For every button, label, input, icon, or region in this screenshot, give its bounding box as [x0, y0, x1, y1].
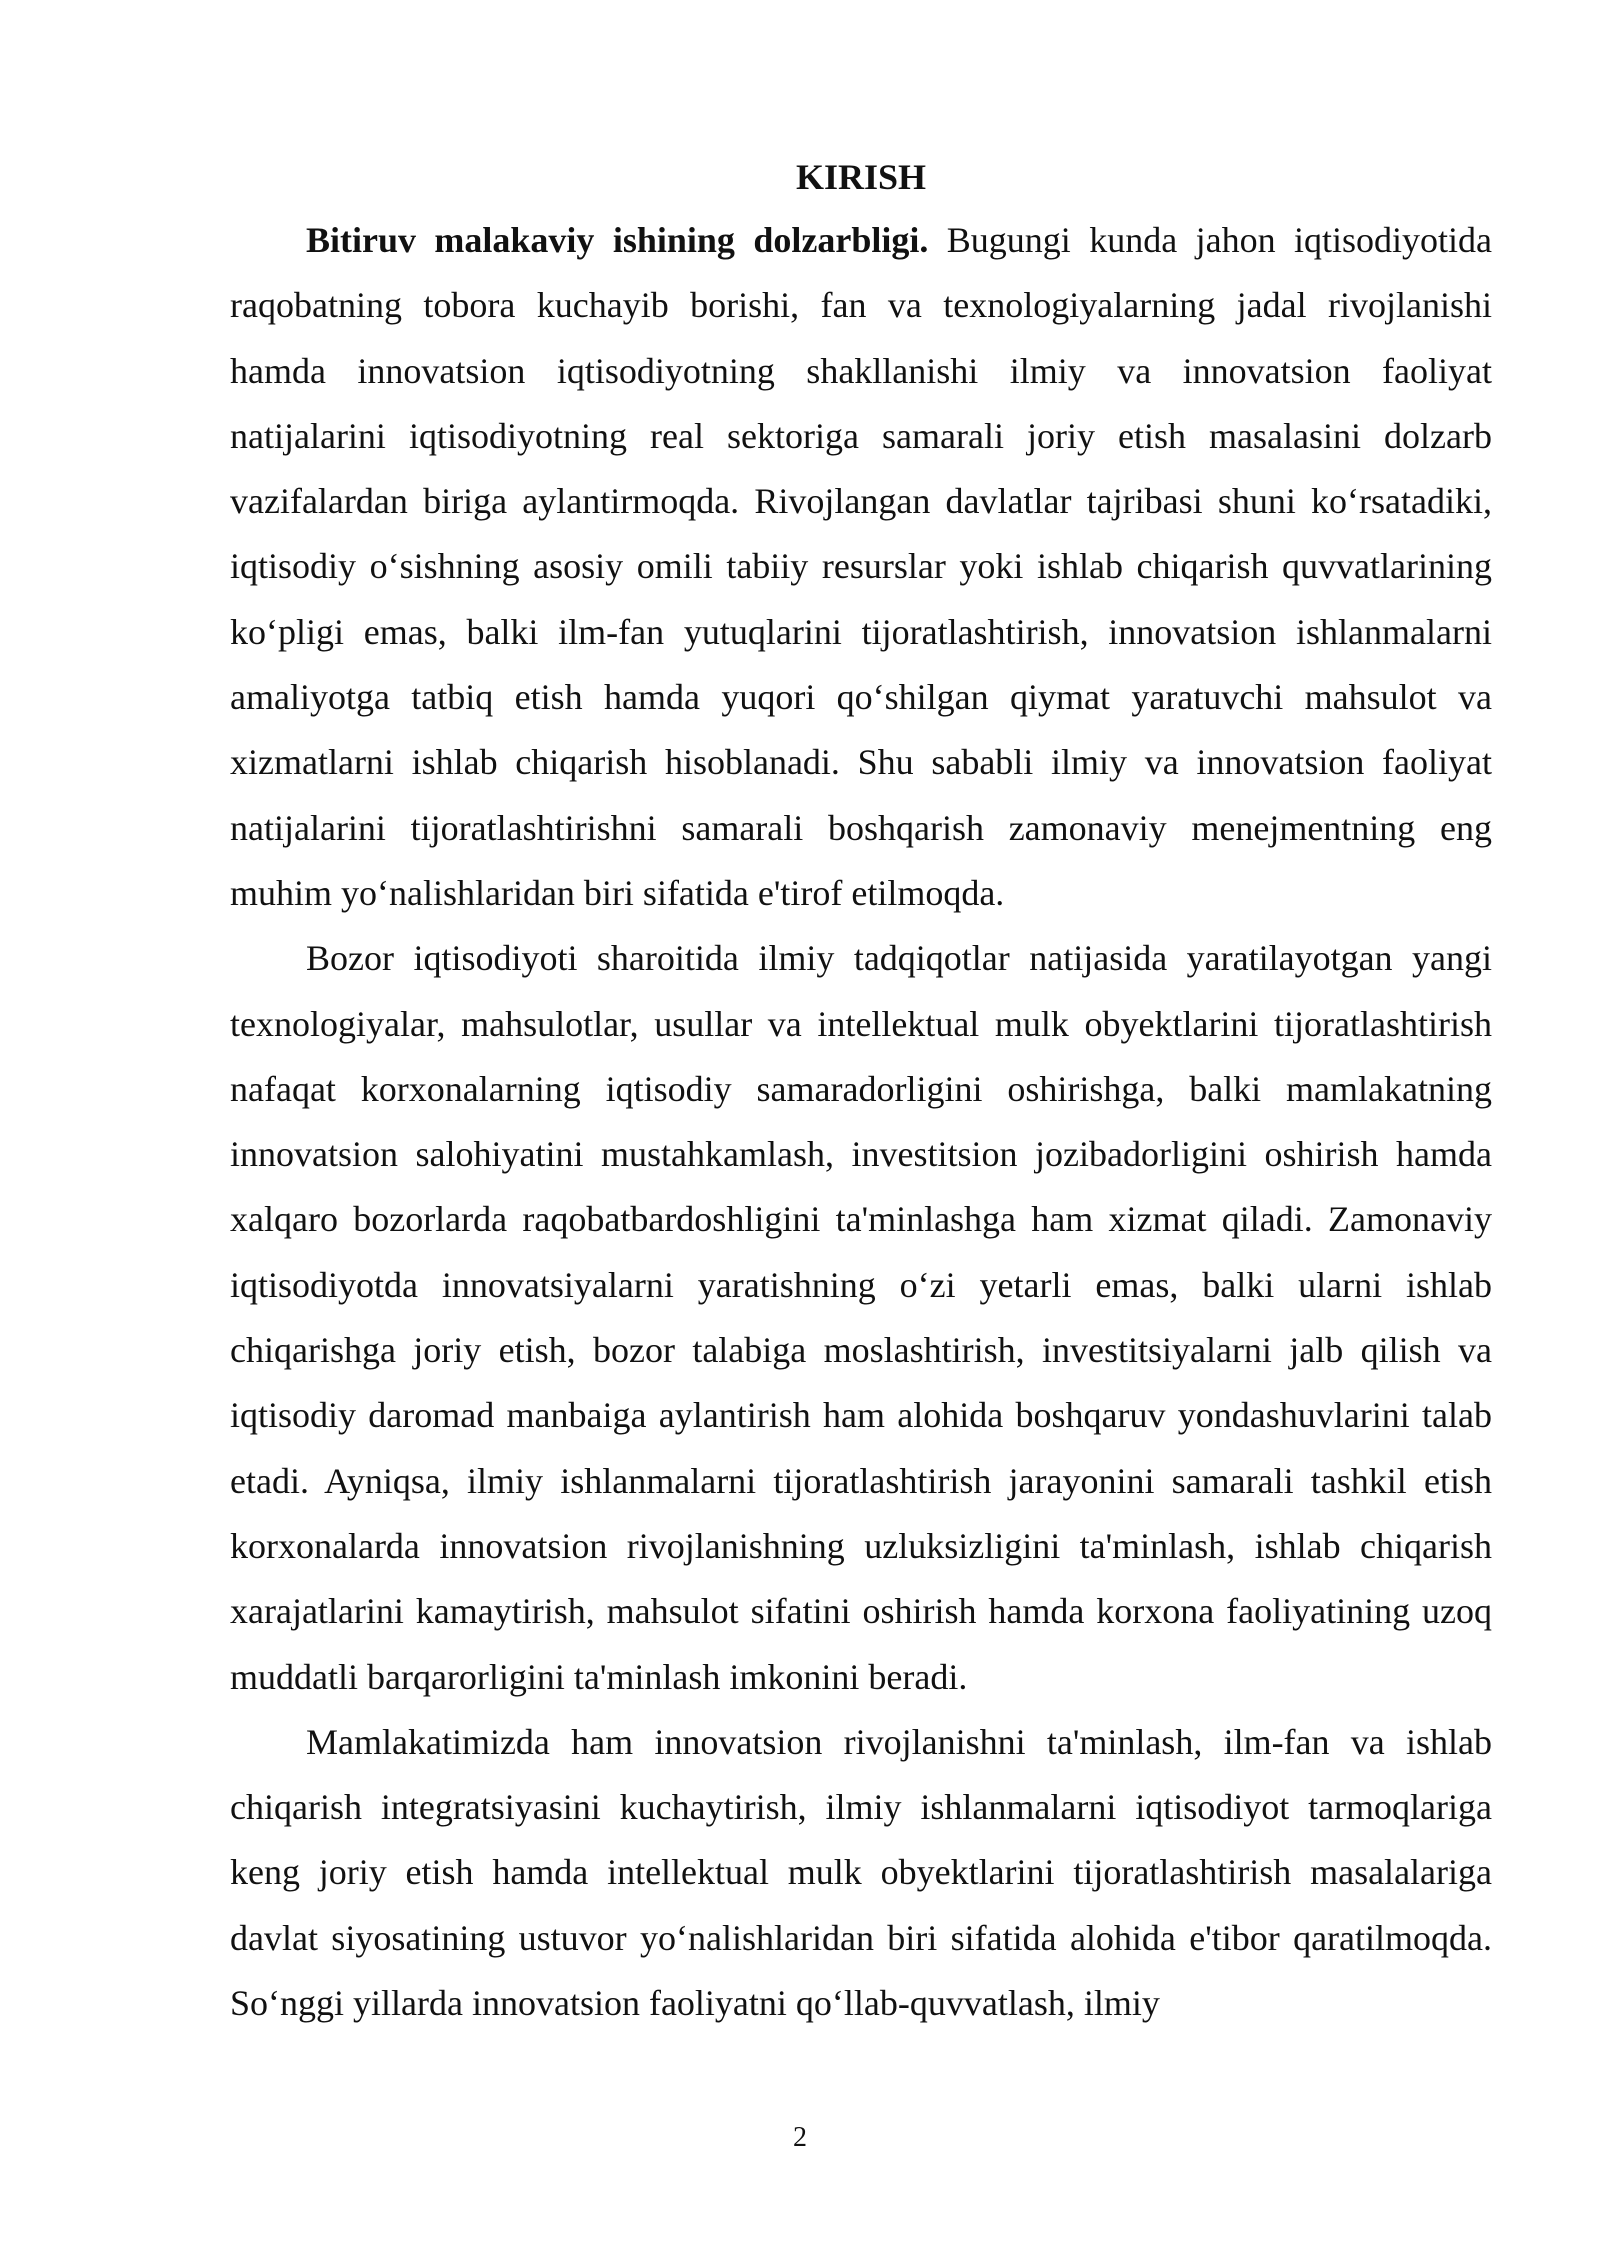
paragraph-relevance — [230, 208, 1492, 926]
paragraph-national-policy: Mamlakatimizda ham innovatsion rivojlanishni ta'minlash, ilm-fan va ishlab chiqarish integratsiyasini kuchaytirish, ilmiy ishlanmalarni iqtisodiyot tarmoqlariga keng joriy etish hamda intellektual mulk obyektlarini tijoratlashtirish masalalariga davlat siyosatining ustuvor yo‘nalishlaridan biri sifatida alohida e'tibor qaratilmoqda. So‘nggi yillarda innovatsion faoliyatni qo‘llab-quvvatlash, ilmiy — [230, 1721, 1492, 2024]
page-number: 2 — [793, 2122, 807, 2153]
section-heading: KIRISH — [795, 157, 927, 197]
paragraph-text: Bugungi kunda jahon iqtisodiyotida raqobatning tobora kuchayib borishi, fan va texnologiyalarning jadal rivojlanishi hamda innovatsion iqtisodiyotning shakllanishi ilmiy va innovatsion faoliyat natijalarini iqtisodiyotning real sektoriga samarali joriy etish masalasini dolzarb vazifalardan biriga aylantirmoqda. Rivojlangan davlatlar tajribasi shuni ko‘rsatadiki, iqtisodiy o‘sishning asosiy omili tabiiy resurslar yoki ishlab chiqarish quvvatlarining ko‘pligi emas, balki ilm-fan yutuqlarini tijoratlashtirish, innovatsion ishlanmalarni amaliyotga tatbiq etish hamda yuqori qo‘shilgan qiymat yaratuvchi mahsulot va xizmatlarni ishlab chiqarish hisoblanadi. Shu sababli ilmiy va innovatsion faoliyat natijalarini tijoratlashtirishni samarali boshqarish zamonaviy menejmentning eng muhim yo‘nalishlaridan biri sifatida e'tirof etilmoqda. — [230, 220, 1492, 913]
paragraph-market-economy: Bozor iqtisodiyoti sharoitida ilmiy tadqiqotlar natijasida yaratilayotgan yangi texnologiyalar, mahsulotlar, usullar va intellektual mulk obyektlarini tijoratlashtirish nafaqat korxonalarning iqtisodiy samaradorligini oshirishga, balki mamlakatning innovatsion salohiyatini mustahkamlash, investitsion jozibadorligini oshirish hamda xalqaro bozorlarda raqobatbardoshligini ta'minlashga ham xizmat qiladi. Zamonaviy iqtisodiyotda innovatsiyalarni yaratishning o‘zi yetarli emas, balki ularni ishlab chiqarishga joriy etish, bozor talabiga moslashtirish, investitsiyalarni jalb qilish va iqtisodiy daromad manbaiga aylantirish ham alohida boshqaruv yondashuvlarini talab etadi. Ayniqsa, ilmiy ishlanmalarni tijoratlashtirish jarayonini samarali tashkil etish korxonalarda innovatsion rivojlanishning uzluksizligini ta'minlash, ishlab chiqarish xarajatlarini kamaytirish, mahsulot sifatini oshirish hamda korxona faoliyatining uzoq muddatli barqarorligini ta'minlash imkonini beradi. — [230, 938, 1492, 1697]
page-content — [230, 146, 1492, 2036]
paragraph-lead: Bitiruv malakaviy ishining dolzarbligi. — [306, 220, 929, 260]
